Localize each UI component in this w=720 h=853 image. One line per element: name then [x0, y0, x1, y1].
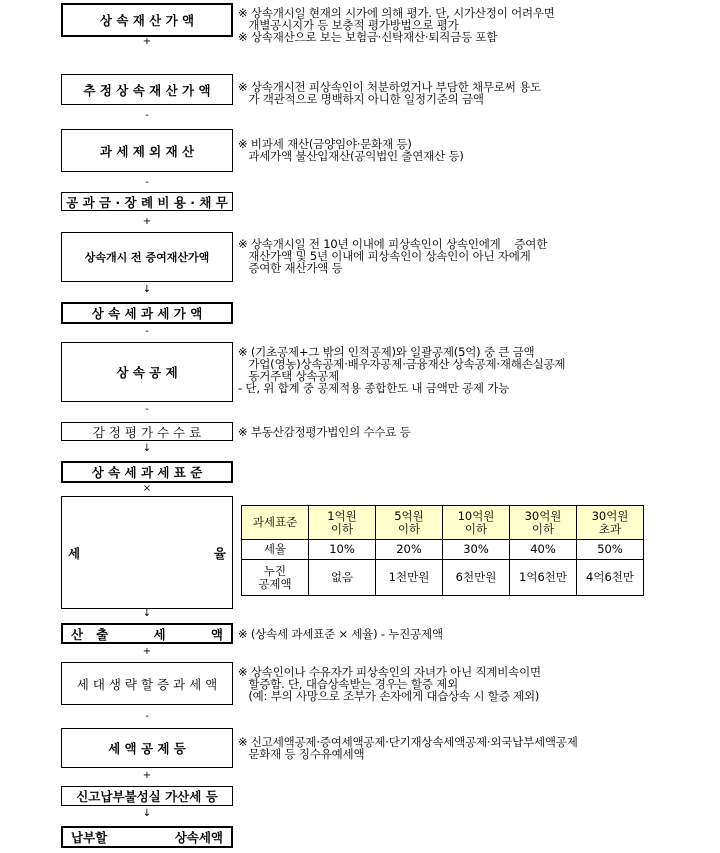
rate-table-cell: 없음 [309, 560, 376, 596]
box-payable-tax: 납부할 상속세액 [61, 826, 233, 848]
rate-table-cell: 10억원 이하 [443, 506, 510, 540]
op-plus: + [142, 36, 152, 47]
arrow-down: ↓ [142, 284, 152, 295]
box-inheritance-deduction: 상 속 공 제 [61, 342, 233, 402]
rate-table-cell: 1억6천만 [510, 560, 577, 596]
rate-table-cell: 30억원 이하 [510, 506, 577, 540]
box-tax-rate: 세 율 [61, 496, 233, 609]
rate-table-cell: 6천만원 [443, 560, 510, 596]
box-calculated-tax: 산 출 세 액 [61, 623, 233, 644]
note-property-value: ※ 상속개시일 현재의 시가에 의해 평가. 단, 시가산정이 어려우면 개별공시지가 등 보충적 평가방법으로 평가 ※ 상속재산으로 보는 보험금·신탁재산·퇴직금등 포함 [238, 6, 555, 44]
op-minus: - [145, 110, 149, 121]
box-presumed-inherited-property: 추 정 상 속 재 산 가 액 [61, 74, 233, 105]
op-plus: + [142, 216, 152, 227]
rate-table-cell: 30% [443, 540, 510, 560]
note-excluded-property: ※ 비과세 재산(금양임야·문화재 등) 과세가액 불산입재산(공익법인 출연재산 등) [238, 137, 464, 163]
box-excluded-property: 과 세 제 외 재 산 [61, 129, 233, 172]
box-pre-inheritance-gift-value: 상속개시 전 증여재산가액 [61, 232, 233, 282]
op-plus: + [142, 646, 152, 657]
box-tax-credits: 세 액 공 제 등 [61, 728, 233, 768]
rate-table-cell: 5억원 이하 [376, 506, 443, 540]
box-penalty-tax: 신고납부불성실 가산세 등 [61, 786, 233, 806]
rate-table-cell: 누진 공제액 [242, 560, 309, 596]
box-tax-base: 상 속 세 과 세 표 준 [61, 461, 233, 483]
op-minus: - [145, 177, 149, 188]
rate-table-deduction-row [242, 560, 644, 596]
op-minus: - [145, 711, 149, 722]
note-pre-gift: ※ 상속개시일 전 10년 이내에 피상속인이 상속인에게 증여한 재산가액 및 5년 이내에 피상속인이 상속인이 아닌 자에게 증여한 재산가액 등 [238, 237, 548, 275]
rate-table-cell: 30억원 초과 [577, 506, 644, 540]
rate-table-cell: 과세표준 [242, 506, 309, 540]
arrow-down: ↓ [142, 443, 152, 454]
op-multiply: × [142, 483, 152, 494]
rate-table-cell: 1천만원 [376, 560, 443, 596]
rate-table-cell: 50% [577, 540, 644, 560]
note-calculated-tax: ※ (상속세 과세표준 × 세율) - 누진공제액 [238, 627, 443, 641]
rate-table-cell: 세율 [242, 540, 309, 560]
rate-table-cell: 1억원 이하 [309, 506, 376, 540]
rate-table-cell: 10% [309, 540, 376, 560]
op-minus: - [145, 326, 149, 337]
box-generation-skip-surcharge: 세 대 생 략 할 증 과 세 액 [61, 662, 233, 705]
arrow-down: ↓ [142, 808, 152, 819]
rate-table-cell: 4억6천만 [577, 560, 644, 596]
box-public-charges-funeral-debt: 공 과 금 · 장 례 비 용 · 채 무 [61, 192, 233, 211]
note-inheritance-deduction: ※ (기초공제+그 밖의 인적공제)와 일괄공제(5억) 중 큰 금액 가업(영농)상속공제·배우자공제·금융재산 상속공제·재해손실공제 동거주택 상속공제 - 단, 위 합계 중 공제적용 종합한도 내 금액만 공제 가능 [238, 345, 566, 395]
note-presumed-property: ※ 상속개시전 피상속인이 처분하였거나 부담한 채무로써 용도 가 객관적으로 명백하지 아니한 일정기준의 금액 [238, 80, 541, 106]
box-appraisal-fee: 감 정 평 가 수 수 료 [61, 422, 233, 441]
note-appraisal-fee: ※ 부동산감정평가법인의 수수료 등 [238, 425, 411, 439]
box-inherited-property-value: 상 속 재 산 가 액 [61, 3, 233, 37]
tax-rate-table [241, 505, 644, 596]
arrow-down: ↓ [142, 608, 152, 619]
rate-table-rate-row [242, 540, 644, 560]
note-generation-skip: ※ 상속인이나 수유자가 피상속인의 자녀가 아닌 직계비속이면 할증함. 단, 대습상속받는 경우는 할증 제외 (예: 부의 사망으로 조부가 손자에게 대습상속 시 할증 제외) [238, 665, 541, 703]
box-taxable-value: 상 속 세 과 세 가 액 [61, 302, 233, 324]
op-minus: - [145, 404, 149, 415]
rate-table-cell: 40% [510, 540, 577, 560]
rate-table-header-row [242, 506, 644, 540]
rate-table-cell: 20% [376, 540, 443, 560]
op-plus: + [142, 770, 152, 781]
note-tax-credits: ※ 신고세액공제·증여세액공제·단기재상속세액공제·외국납부세액공제 문화재 등 징수유예세액 [238, 735, 578, 761]
